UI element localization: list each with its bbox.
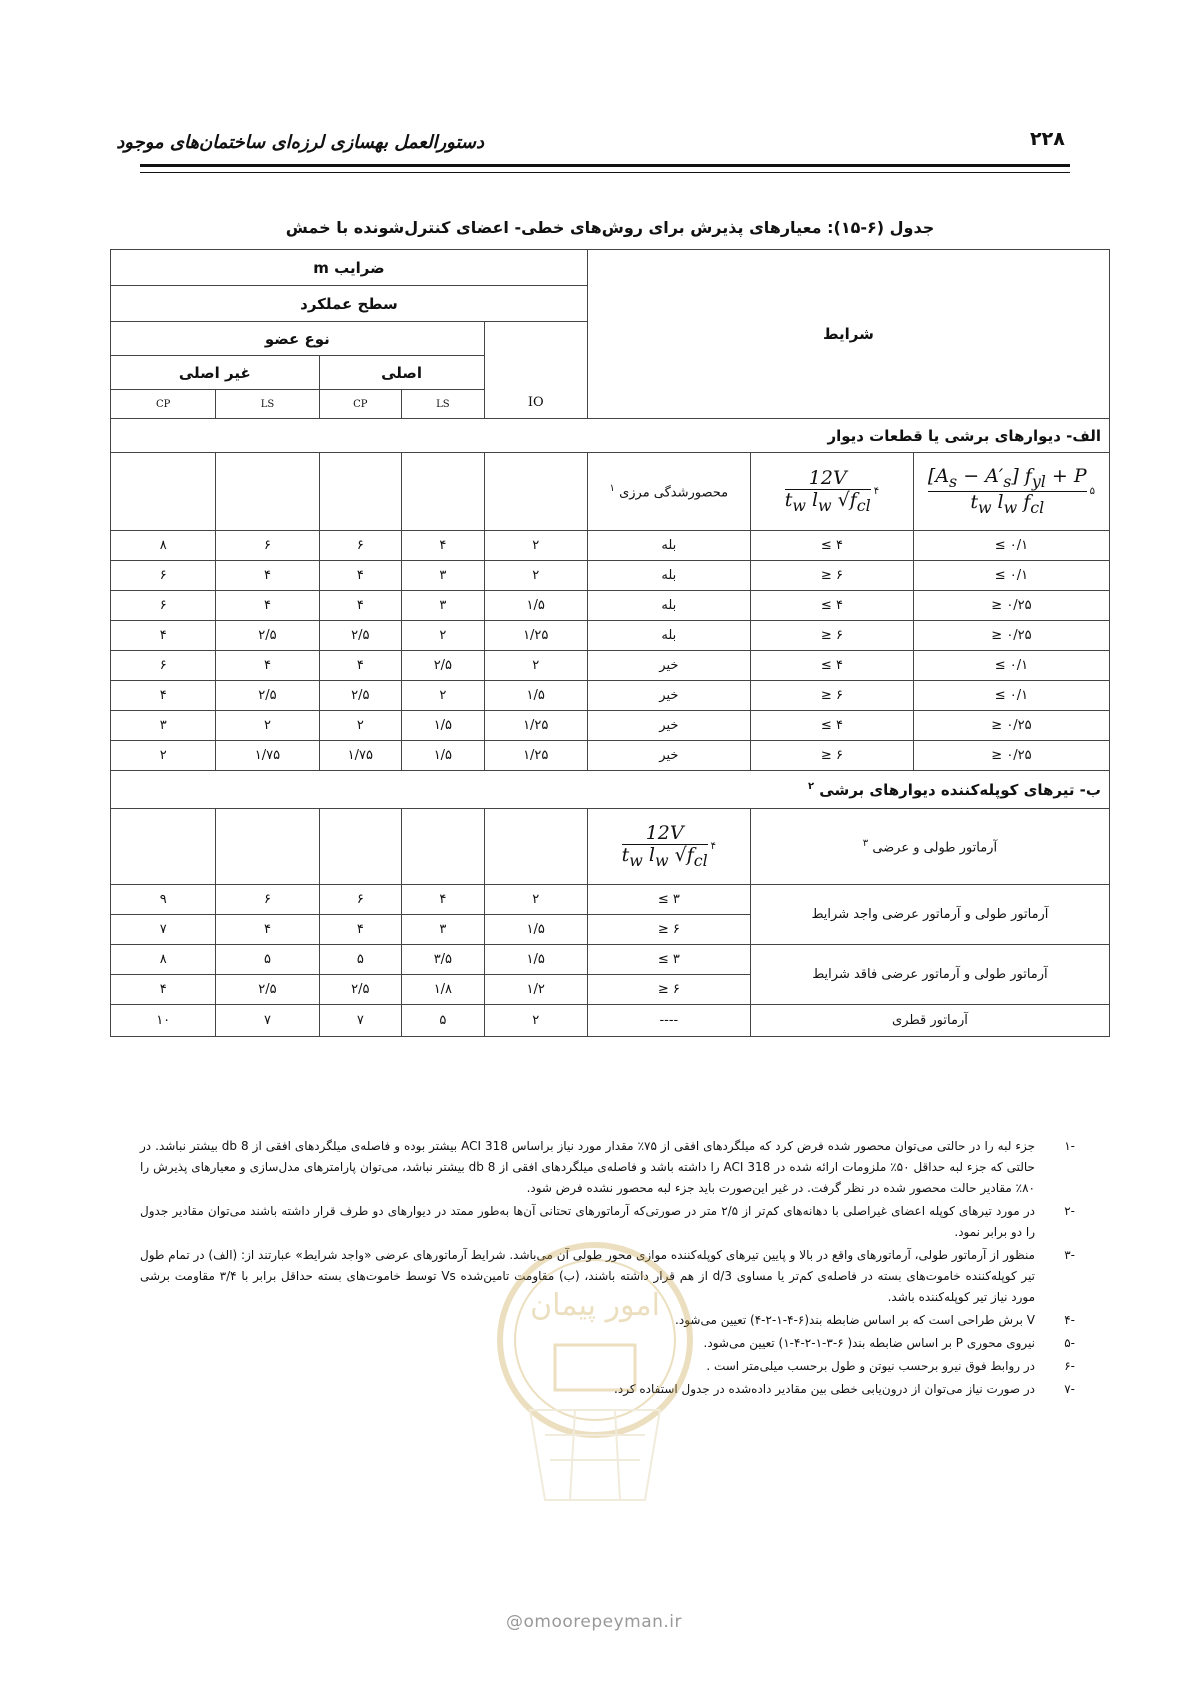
table-row [111, 945, 1110, 975]
boundary-confinement-label: محصورشدگی مرزی [619, 485, 729, 501]
footnote-ref: ۴ [710, 840, 717, 852]
primary-cp-cell: ۶ [319, 885, 402, 915]
page-number: ۲۲۸ [1030, 128, 1065, 150]
watermark-url: @omoorepeyman.ir [506, 1612, 683, 1632]
primary-cp-cell: ۴ [319, 651, 402, 681]
primary-ls-cell: ۵ [402, 1005, 485, 1037]
secondary-ls-cell: ۲/۵ [216, 621, 319, 651]
primary-ls-cell: ۴ [402, 885, 485, 915]
axial-ratio-cell: ۰/۲۵ ≤ [913, 711, 1109, 741]
header-rule-thin [140, 172, 1070, 173]
shear-cell: ۳ ≥ [587, 945, 750, 975]
secondary-ls-cell: ۲/۵ [216, 975, 319, 1005]
secondary-cp-cell: ۱۰ [111, 1005, 216, 1037]
shear-ratio-formula-b: $\frac{12V}{t_w l_w √f_{cl}}$ ۴ [587, 809, 750, 885]
io-cell: ۱/۵ [484, 591, 587, 621]
primary-cp-header: CP [319, 390, 402, 419]
shear-cell: ۶ ≤ [587, 975, 750, 1005]
footnote-text: منظور از آرماتور طولی، آرماتورهای واقع در بالا و پایین تیرهای کوپله‌کننده موازی محور طولی آن می‌باشد. شرایط آرماتورهای عرضی «واجد شرایط» عبارتند از: (الف) در تمام طول تیر کوپله‌کننده خاموت‌های بسته در فاصله‌ی کم‌تر یا مساوی d/3 از هم قرار داشته باشند، (ب) مقاومت تامین‌شده Vs توسط خاموت‌های بسته حداقل برابر با ۳/۴ مقاومت برشی مورد نیاز تیر کوپله‌کننده باشد. [140, 1248, 1035, 1304]
primary-cp-cell: ۴ [319, 915, 402, 945]
empty-cell [216, 809, 319, 885]
primary-ls-cell: ۱/۵ [402, 711, 485, 741]
footnote-text: جزء لبه را در حالتی می‌توان محصور شده فرض کرد که میلگردهای افقی از ۷۵٪ مقدار مورد نیاز براساس ACI 318 بیشتر بوده و فاصله‌ی میلگردهای افقی از 8 db بیشتر نباشد. در حالتی که جزء لبه حداقل ۵۰٪ ملزومات ارائه شده در ACI 318 را داشته باشد و فاصله‌ی میلگردهای افقی از 8 db بیشتر نباشد، می‌توان پارامترهای مدل‌سازی و معیارهای پذیرش را ۸۰٪ مقادیر حالت محصور شده در نظر گرفت. در غیر این‌صورت باید جزء لبه محصور نشده فرض شود. [140, 1139, 1036, 1195]
axial-ratio-cell: ۰/۱ ≥ [913, 651, 1109, 681]
m-factors-header: ضرایب m [111, 250, 588, 286]
secondary-cp-cell: ۹ [111, 885, 216, 915]
footnote-number: -۵ [1064, 1336, 1075, 1350]
primary-cp-cell: ۲ [319, 711, 402, 741]
table-row [111, 1005, 1110, 1037]
primary-cp-cell: ۴ [319, 561, 402, 591]
io-cell: ۱/۵ [484, 915, 587, 945]
boundary-confinement-header [587, 453, 750, 531]
io-cell: ۱/۲ [484, 975, 587, 1005]
header-rule-thick [140, 164, 1070, 167]
secondary-ls-cell: ۱/۷۵ [216, 741, 319, 771]
confinement-cell: بله [587, 621, 750, 651]
primary-cp-cell: ۵ [319, 945, 402, 975]
confinement-cell: خیر [587, 651, 750, 681]
shear-cell: ۶ ≤ [750, 681, 913, 711]
footnote-number: -۱ [1064, 1139, 1075, 1153]
empty-cell [111, 809, 216, 885]
empty-cell [216, 453, 319, 531]
empty-cell [484, 453, 587, 531]
footnote-ref: ۴ [873, 485, 880, 497]
shear-cell: ۶ ≤ [750, 621, 913, 651]
shear-cell: ۶ ≤ [750, 741, 913, 771]
table-row [111, 711, 1110, 741]
primary-cp-cell: ۲/۵ [319, 621, 402, 651]
io-cell: ۱/۲۵ [484, 711, 587, 741]
io-cell: ۱/۵ [484, 945, 587, 975]
footnote-item [140, 1136, 1075, 1199]
axial-ratio-cell: ۰/۲۵ ≤ [913, 741, 1109, 771]
acceptance-criteria-table [110, 249, 1110, 1037]
footnote-ref: ۱ [609, 482, 615, 494]
table-caption: جدول (۶-۱۵): معیارهای پذیرش برای روش‌های خطی- اعضای کنترل‌شونده با خمش [285, 218, 935, 237]
section-a-title: الف- دیوارهای برشی یا قطعات دیوار [111, 419, 1110, 453]
shear-cell: ۶ ≤ [587, 915, 750, 945]
axial-ratio-cell: ۰/۲۵ ≤ [913, 621, 1109, 651]
primary-ls-cell: ۲ [402, 621, 485, 651]
io-cell: ۲ [484, 1005, 587, 1037]
primary-ls-header: LS [402, 390, 485, 419]
watermark-text: امور پیمان [530, 1288, 660, 1323]
table-row [111, 621, 1110, 651]
io-cell: ۲ [484, 885, 587, 915]
secondary-cp-cell: ۴ [111, 975, 216, 1005]
footnote-text: نیروی محوری P بر اساس ضابطه بند( ۶-۳-۱-۲-۴-۱) تعیین می‌شود. [703, 1336, 1035, 1350]
shear-cell: ۴ ≥ [750, 651, 913, 681]
secondary-cp-cell: ۶ [111, 651, 216, 681]
io-cell: ۲ [484, 531, 587, 561]
primary-ls-cell: ۴ [402, 531, 485, 561]
secondary-cp-cell: ۲ [111, 741, 216, 771]
table-row [111, 651, 1110, 681]
secondary-cp-cell: ۶ [111, 561, 216, 591]
secondary-ls-cell: ۶ [216, 531, 319, 561]
shear-cell: ۴ ≥ [750, 591, 913, 621]
secondary-cp-cell: ۶ [111, 591, 216, 621]
member-type-header: نوع عضو [111, 322, 485, 356]
secondary-cp-cell: ۷ [111, 915, 216, 945]
shear-cell: ۳ ≥ [587, 885, 750, 915]
axial-ratio-formula: $\frac{[A_s - A'_s] f_{yl} + P}{t_w l_w f_{cl}}$ ۵ [913, 453, 1109, 531]
confinement-cell: خیر [587, 711, 750, 741]
primary-ls-cell: ۲ [402, 681, 485, 711]
primary-cp-cell: ۲/۵ [319, 681, 402, 711]
performance-level-header: سطح عملکرد [111, 286, 588, 322]
section-b-title [111, 771, 1110, 809]
io-cell: ۱/۲۵ [484, 741, 587, 771]
primary-cp-cell: ۱/۷۵ [319, 741, 402, 771]
io-cell: ۲ [484, 561, 587, 591]
io-cell: ۱/۲۵ [484, 621, 587, 651]
table-row [111, 741, 1110, 771]
footnote-ref: ۳ [862, 837, 869, 849]
primary-ls-cell: ۳/۵ [402, 945, 485, 975]
footnote-text: در مورد تیرهای کوپله اعضای غیراصلی با دهانه‌های کم‌تر از ۲/۵ متر در صورتی‌که آرماتورهای تحتانی آن‌ها به‌طور ممتد در دیوارهای دو طرف قرار داشته باشند می‌توان مقادیر جدول را دو برابر نمود. [140, 1204, 1035, 1239]
footnote-ref: ۲ [807, 780, 815, 792]
primary-cp-cell: ۷ [319, 1005, 402, 1037]
axial-ratio-cell: ۰/۲۵ ≤ [913, 591, 1109, 621]
footnote-text: در روابط فوق نیرو برحسب نیوتن و طول برحسب میلی‌متر است . [706, 1359, 1035, 1373]
secondary-cp-cell: ۴ [111, 621, 216, 651]
empty-cell [111, 453, 216, 531]
primary-header: اصلی [319, 356, 484, 390]
confinement-cell: بله [587, 591, 750, 621]
io-cell: ۲ [484, 651, 587, 681]
shear-cell: ۶ ≤ [750, 561, 913, 591]
reinforcement-label: آرماتور طولی و عرضی [872, 840, 998, 856]
confinement-cell: بله [587, 561, 750, 591]
shear-ratio-formula-a: $\frac{12V}{t_w l_w √f_{cl}}$ ۴ [750, 453, 913, 531]
footnote-text: در صورت نیاز می‌توان از درون‌یابی خطی بین مقادیر داده‌شده در جدول استفاده کرد. [614, 1382, 1035, 1396]
shear-cell: ---- [587, 1005, 750, 1037]
secondary-ls-cell: ۴ [216, 561, 319, 591]
primary-ls-cell: ۱/۵ [402, 741, 485, 771]
reinforcement-group-1: آرماتور طولی و آرماتور عرضی واجد شرایط [750, 885, 1109, 945]
secondary-ls-cell: ۵ [216, 945, 319, 975]
secondary-ls-header: LS [216, 390, 319, 419]
io-header: IO [484, 322, 587, 419]
running-header-title: دستورالعمل بهسازی لرزه‌ای ساختمان‌های موجود [116, 132, 484, 153]
confinement-cell: خیر [587, 681, 750, 711]
footnote-number: -۷ [1064, 1382, 1075, 1396]
footnote-number: -۴ [1064, 1313, 1075, 1327]
primary-ls-cell: ۳ [402, 591, 485, 621]
secondary-cp-cell: ۸ [111, 531, 216, 561]
axial-ratio-cell: ۰/۱ ≥ [913, 531, 1109, 561]
secondary-ls-cell: ۴ [216, 915, 319, 945]
conditions-header: شرایط [587, 250, 1109, 419]
footnote-text: V برش طراحی است که بر اساس ضابطه بند(۶-۴-۱-۲-۴) تعیین می‌شود. [675, 1313, 1035, 1327]
section-b-title-text: ب- تیرهای کوپله‌کننده دیوارهای برشی [819, 780, 1101, 799]
secondary-header: غیر اصلی [111, 356, 320, 390]
empty-cell [402, 809, 485, 885]
secondary-ls-cell: ۲/۵ [216, 681, 319, 711]
axial-ratio-cell: ۰/۱ ≥ [913, 561, 1109, 591]
primary-ls-cell: ۱/۸ [402, 975, 485, 1005]
secondary-ls-cell: ۴ [216, 591, 319, 621]
empty-cell [402, 453, 485, 531]
primary-ls-cell: ۳ [402, 915, 485, 945]
empty-cell [319, 453, 402, 531]
secondary-cp-header: CP [111, 390, 216, 419]
primary-cp-cell: ۲/۵ [319, 975, 402, 1005]
confinement-cell: خیر [587, 741, 750, 771]
empty-cell [319, 809, 402, 885]
secondary-ls-cell: ۲ [216, 711, 319, 741]
footnote-number: -۳ [1064, 1248, 1075, 1262]
shear-cell: ۴ ≥ [750, 531, 913, 561]
primary-cp-cell: ۶ [319, 531, 402, 561]
confinement-cell: بله [587, 531, 750, 561]
table-row [111, 561, 1110, 591]
secondary-ls-cell: ۴ [216, 651, 319, 681]
io-cell: ۱/۵ [484, 681, 587, 711]
secondary-cp-cell: ۸ [111, 945, 216, 975]
secondary-cp-cell: ۳ [111, 711, 216, 741]
table-row [111, 591, 1110, 621]
primary-ls-cell: ۳ [402, 561, 485, 591]
empty-cell [484, 809, 587, 885]
secondary-cp-cell: ۴ [111, 681, 216, 711]
footnote-number: -۶ [1064, 1359, 1075, 1373]
primary-cp-cell: ۴ [319, 591, 402, 621]
omoorepeyman-logo-watermark [480, 1220, 710, 1520]
shear-cell: ۴ ≥ [750, 711, 913, 741]
reinforcement-group-2: آرماتور طولی و آرماتور عرضی فاقد شرایط [750, 945, 1109, 1005]
table-row [111, 885, 1110, 915]
footnote-number: -۲ [1064, 1204, 1075, 1218]
diagonal-reinforcement: آرماتور قطری [750, 1005, 1109, 1037]
primary-ls-cell: ۲/۵ [402, 651, 485, 681]
table-row [111, 681, 1110, 711]
secondary-ls-cell: ۶ [216, 885, 319, 915]
footnote-ref: ۵ [1089, 486, 1096, 497]
axial-ratio-cell: ۰/۱ ≥ [913, 681, 1109, 711]
table-row [111, 531, 1110, 561]
reinforcement-header [750, 809, 1109, 885]
secondary-ls-cell: ۷ [216, 1005, 319, 1037]
